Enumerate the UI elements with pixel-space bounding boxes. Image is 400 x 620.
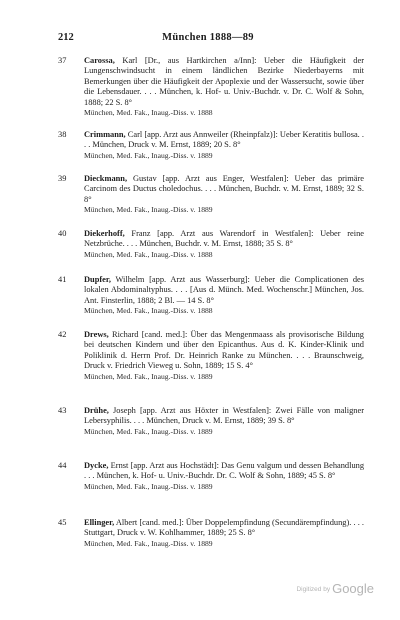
author-name: Carossa, bbox=[84, 56, 115, 65]
digitized-by-google-watermark bbox=[296, 581, 374, 596]
watermark-prefix: Digitized by bbox=[296, 586, 331, 594]
page-header bbox=[58, 32, 358, 48]
entry-meta: München, Med. Fak., Inaug.-Diss. v. 1889 bbox=[84, 426, 213, 436]
author-name: Ellinger, bbox=[84, 518, 115, 527]
entry-42 bbox=[58, 330, 364, 382]
entry-body bbox=[84, 406, 364, 427]
entry-meta: München, Med. Fak., Inaug.-Diss. v. 1889 bbox=[84, 205, 213, 215]
running-title: München 1888—89 bbox=[162, 32, 254, 43]
watermark-brand: Google bbox=[332, 581, 374, 596]
entry-body bbox=[84, 518, 364, 539]
entry-text: Carl [app. Arzt aus Annweiler (Rheinpfalz)]: Ueber Keratitis bullosa. . . . München, Druck v. M. Ernst, 1889; 20 S. 8° bbox=[84, 130, 364, 150]
entry-number: 43 bbox=[58, 406, 67, 415]
author-name: Diekerhoff, bbox=[84, 229, 125, 238]
entry-body bbox=[84, 229, 364, 250]
entry-meta: München, Med. Fak., Inaug.-Diss. v. 1889 bbox=[84, 538, 213, 548]
entry-text: Gustav [app. Arzt aus Enger, Westfalen]: Ueber das primäre Carcinom des Ductus choledochus. . . . München, Buchdr. v. M. Ernst, 1889; 32 S. 8° bbox=[84, 174, 364, 204]
entry-text: Richard [cand. med.]: Über das Mengenmaass als provisorische Bildung bei deutschen Kindern und über den Epicanthus. Aus d. K. Kinder-Klinik und Poliklinik d. Herrn Prof. Dr. Heinrich Ranke zu München. . . . Braunschweig, Druck v. Friedrich Vieweg u. Sohn, 1889; 15 S. 4° bbox=[84, 330, 364, 371]
entry-number: 39 bbox=[58, 174, 67, 183]
entry-text: Joseph [app. Arzt aus Höxter in Westfalen]: Zwei Fälle von maligner Lebersyphilis. . . . München, Druck v. M. Ernst, 1889; 39 S. 8° bbox=[84, 406, 365, 426]
entry-number: 41 bbox=[58, 275, 67, 284]
entry-meta: München, Med. Fak., Inaug.-Diss. v. 1889 bbox=[84, 371, 213, 381]
entry-39 bbox=[58, 174, 364, 215]
entry-41 bbox=[58, 275, 364, 316]
author-name: Dupfer, bbox=[84, 275, 111, 284]
author-name: Dycke, bbox=[84, 461, 109, 470]
entry-body bbox=[84, 56, 364, 108]
entry-38 bbox=[58, 130, 364, 161]
entry-45 bbox=[58, 518, 364, 549]
entry-meta: München, Med. Fak., Inaug.-Diss. v. 1889 bbox=[84, 481, 213, 491]
entry-meta: München, Med. Fak., Inaug.-Diss. v. 1888 bbox=[84, 306, 213, 316]
entry-text: Franz [app. Arzt aus Warendorf in Westfalen]: Ueber reine Netzbrüche. . . . München, Buchdr. v. M. Ernst, 1888; 35 S. 8° bbox=[84, 229, 364, 249]
entry-40 bbox=[58, 229, 364, 260]
author-name: Dieckmann, bbox=[84, 174, 128, 183]
entry-number: 44 bbox=[58, 461, 67, 470]
entry-number: 45 bbox=[58, 518, 67, 527]
entry-body bbox=[84, 174, 364, 205]
entry-text: Albert [cand. med.]: Über Doppelempfindung (Secundärempfindung). . . . Stuttgart, Druck v. W. Kohlhammer, 1889; 25 S. 8° bbox=[84, 518, 365, 538]
entry-44 bbox=[58, 461, 364, 492]
author-name: Crimmann, bbox=[84, 130, 126, 139]
entry-43 bbox=[58, 406, 364, 437]
entry-body bbox=[84, 330, 364, 372]
entry-number: 40 bbox=[58, 229, 67, 238]
entry-text: Wilhelm [app. Arzt aus Wasserburg]: Ueber die Complicationen des lokalen Abdominaltyphus. . . . [Aus d. Münch. Med. Wochenschr.] München, Jos. Ant. Finsterlin, 1888; 2 Bl. — 14 S. 8° bbox=[84, 275, 364, 305]
entry-meta: München, Med. Fak., Inaug.-Diss. v. 1889 bbox=[84, 150, 213, 160]
entry-text: Karl [Dr., aus Hartkirchen a/Inn]: Ueber die Häufigkeit der Lungenschwindsucht in einem ländlichen Bezirke Niederbayerns mit Bemerkungen über die Häufigkeit der Apoplexie und der Wassersucht, sowie über die Lebensdauer. . . . München, k. Hof- u. Univ.-Buchdr. v. Dr. C. Wolf & Sohn, 1888; 22 S. 8° bbox=[84, 56, 364, 107]
entry-body bbox=[84, 461, 364, 482]
entry-body bbox=[84, 130, 364, 151]
entry-text: Ernst [app. Arzt aus Hochstädt]: Das Genu valgum und dessen Behandlung . . . München, k. Hof- u. Univ.-Buchdr. Dr. C. Wolf & Sohn, 1889; 45 S. 8° bbox=[84, 461, 365, 481]
entry-number: 38 bbox=[58, 130, 67, 139]
author-name: Drews, bbox=[84, 330, 109, 339]
entry-number: 42 bbox=[58, 330, 67, 339]
entry-37 bbox=[58, 56, 364, 118]
entry-meta: München, Med. Fak., Inaug.-Diss. v. 1888 bbox=[84, 249, 213, 259]
entry-body bbox=[84, 275, 364, 306]
author-name: Drühe, bbox=[84, 406, 109, 415]
entry-meta: München, Med. Fak., Inaug.-Diss. v. 1888 bbox=[84, 108, 213, 118]
page-number: 212 bbox=[58, 32, 74, 43]
entry-number: 37 bbox=[58, 56, 67, 65]
